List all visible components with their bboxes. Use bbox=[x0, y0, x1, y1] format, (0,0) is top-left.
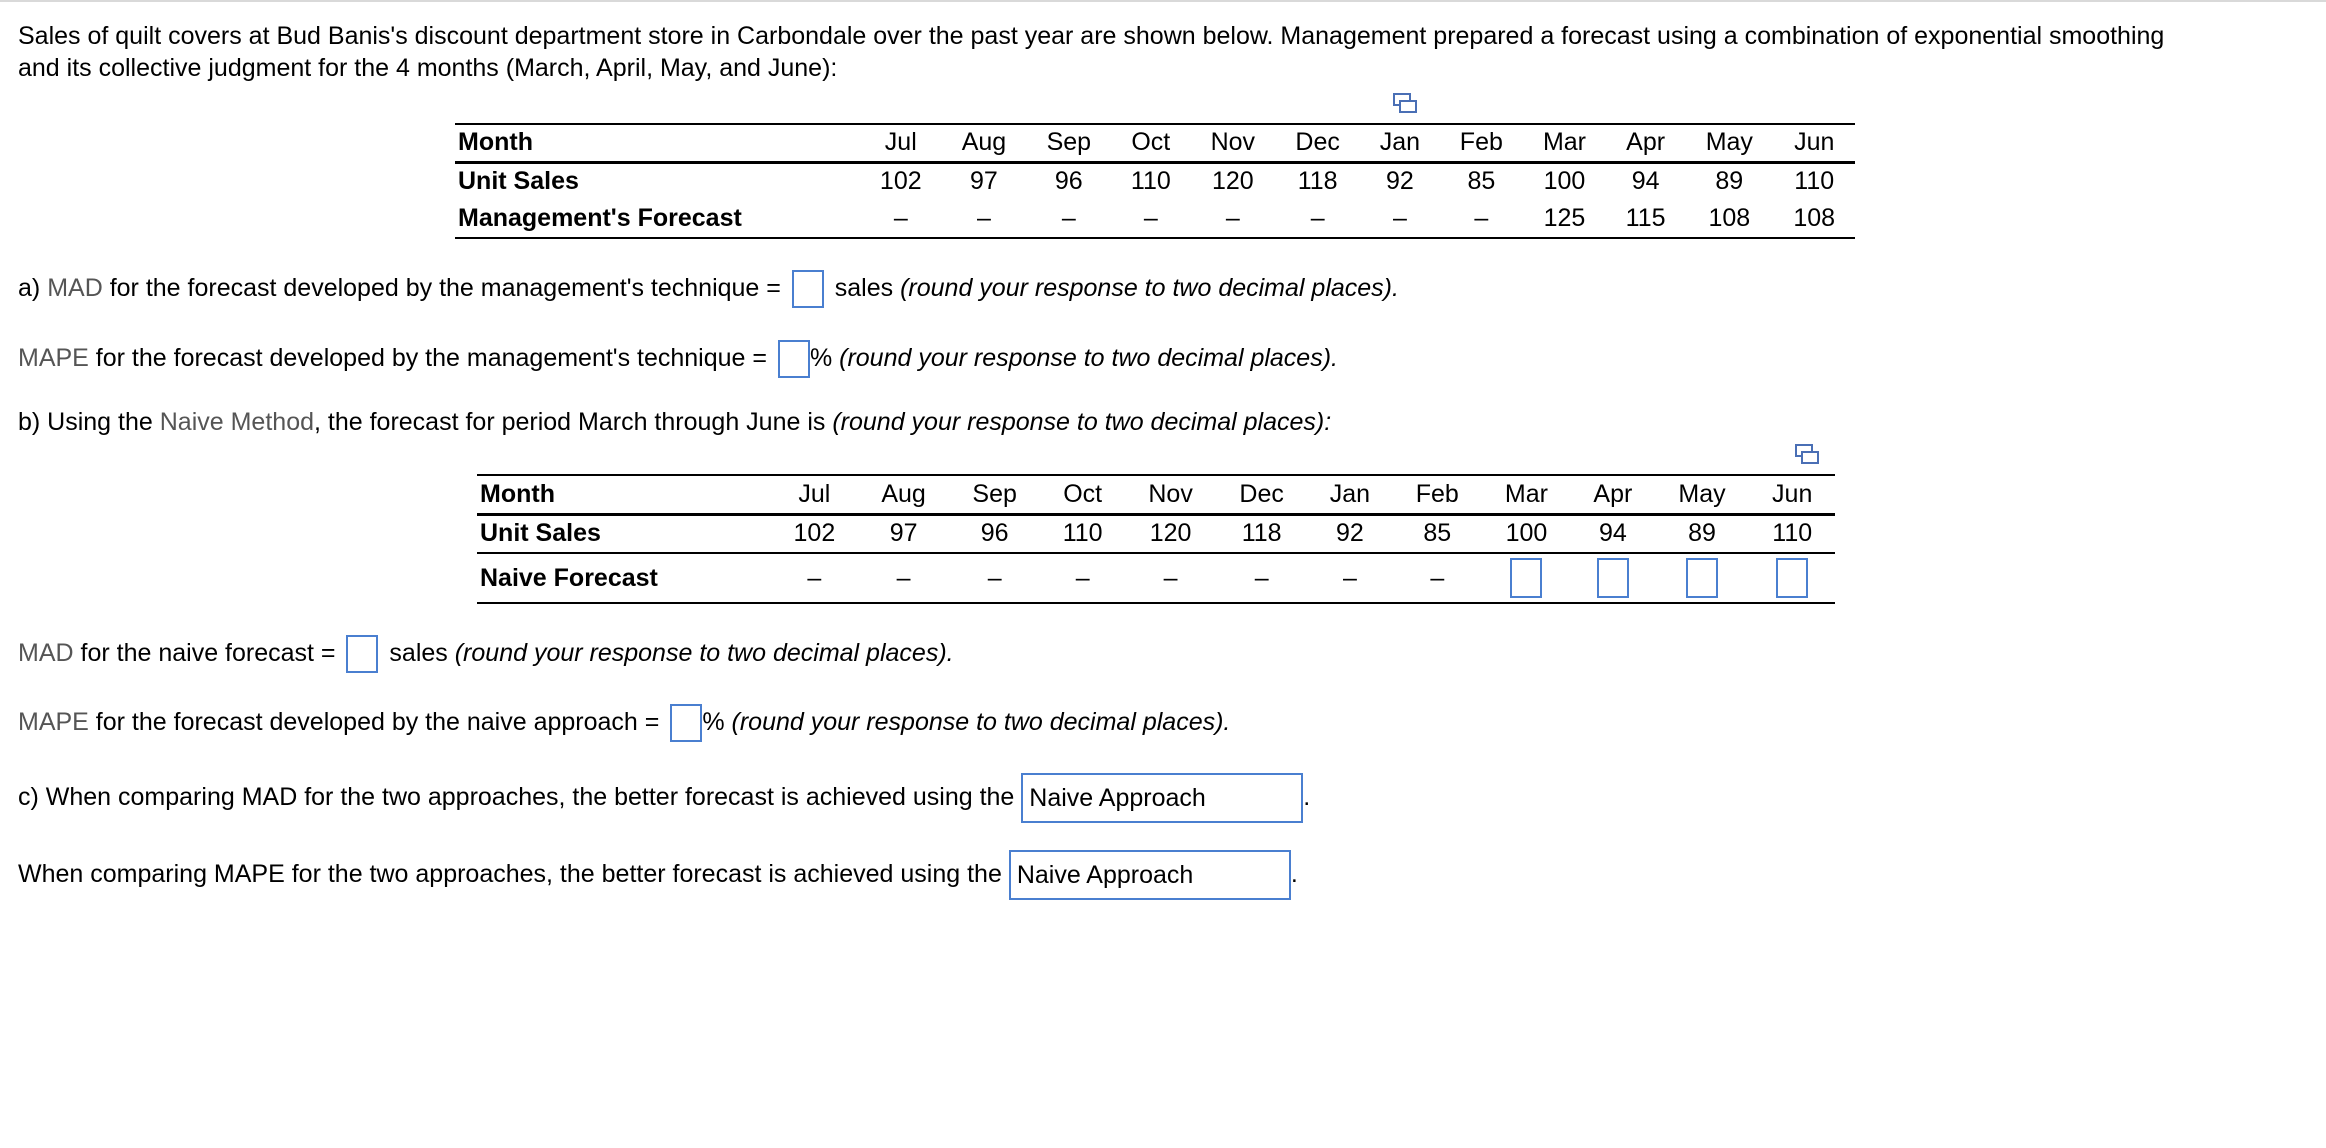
mad-naive-question bbox=[18, 633, 954, 673]
mad-comparison-select[interactable]: Naive Approach bbox=[1021, 773, 1303, 823]
table-cell: 108 bbox=[1685, 200, 1773, 238]
header-cell: May bbox=[1685, 124, 1773, 162]
mad-hint: (round your response to two decimal places). bbox=[900, 274, 1399, 302]
mad-text: for the forecast developed by the management's technique = bbox=[102, 274, 788, 302]
table-cell: 97 bbox=[970, 167, 998, 196]
mape-comparison-question bbox=[18, 848, 1298, 900]
table-cell: 118 bbox=[1297, 167, 1338, 196]
mape-hint: (round your response to two decimal places). bbox=[839, 344, 1338, 372]
header-cell: Feb bbox=[1440, 124, 1523, 162]
table-cell: – bbox=[1307, 553, 1393, 603]
table-cell: – bbox=[771, 553, 858, 603]
naive-forecast-input-may[interactable] bbox=[1686, 558, 1718, 598]
table-cell: 94 bbox=[1631, 167, 1660, 196]
table-cell: – bbox=[949, 553, 1040, 603]
mad-management-question bbox=[18, 268, 1399, 308]
header-cell: Nov bbox=[1190, 124, 1275, 162]
mad-unit: sales bbox=[827, 274, 901, 302]
table-cell: 110 bbox=[1794, 167, 1835, 196]
naive-forecast-cell bbox=[1749, 553, 1835, 603]
mad-naive-hint: (round your response to two decimal places). bbox=[454, 639, 954, 667]
table-cell: 85 bbox=[1467, 167, 1496, 196]
table-cell: – bbox=[1111, 200, 1190, 238]
table-cell: 108 bbox=[1773, 200, 1855, 238]
table-cell: 100 bbox=[1482, 514, 1571, 553]
table-cell: 92 bbox=[1386, 167, 1414, 196]
intro-line-1: Sales of quilt covers at Bud Banis's discount department store in Carbondale over the past year are shown below. Management prepared a forecast using a combination of exponential smoothing bbox=[18, 22, 2165, 50]
period: . bbox=[1290, 860, 1298, 888]
table-cell: 125 bbox=[1523, 200, 1606, 238]
header-cell: Oct bbox=[1111, 124, 1190, 162]
table-cell: 85 bbox=[1393, 514, 1482, 553]
header-cell: Feb bbox=[1393, 475, 1482, 514]
header-cell: May bbox=[1655, 475, 1750, 514]
table-cell: 110 bbox=[1040, 514, 1125, 553]
table-cell: – bbox=[1440, 200, 1523, 238]
table-cell: 110 bbox=[1749, 514, 1835, 553]
mape-naive-input[interactable] bbox=[670, 704, 702, 742]
mad-naive-unit: sales bbox=[382, 639, 455, 667]
table-cell: 89 bbox=[1715, 167, 1744, 196]
mape-text: for the forecast developed by the management's technique = bbox=[88, 344, 774, 372]
prefix-a: a) bbox=[18, 274, 48, 302]
table-cell: – bbox=[1026, 200, 1111, 238]
mape-naive-unit: % bbox=[702, 708, 732, 736]
table-cell: 100 bbox=[1543, 167, 1586, 196]
naive-forecast-cell bbox=[1571, 553, 1655, 603]
mad-link[interactable]: MAD bbox=[47, 274, 103, 302]
mape-management-input[interactable] bbox=[778, 340, 810, 378]
mape-management-question bbox=[18, 338, 1338, 378]
mad-management-input[interactable] bbox=[792, 270, 824, 308]
mape-naive-text: for the forecast developed by the naive approach = bbox=[88, 708, 667, 736]
header-cell: Jun bbox=[1749, 475, 1835, 514]
table-cell: – bbox=[1393, 553, 1482, 603]
mad-comparison-question bbox=[18, 771, 1310, 823]
header-cell: Sep bbox=[949, 475, 1040, 514]
naive-forecast-cell bbox=[1482, 553, 1571, 603]
header-cell: Sep bbox=[1026, 124, 1111, 162]
header-cell: Mar bbox=[1482, 475, 1571, 514]
header-cell: Aug bbox=[858, 475, 949, 514]
mape-naive-question bbox=[18, 702, 1230, 742]
header-cell: Mar bbox=[1523, 124, 1606, 162]
table-cell: 89 bbox=[1655, 514, 1750, 553]
table-header-row bbox=[477, 475, 1835, 514]
table-cell: 102 bbox=[879, 167, 922, 196]
naive-text: , the forecast for period March through June is bbox=[314, 408, 833, 436]
table-cell: 92 bbox=[1307, 514, 1393, 553]
header-cell: Aug bbox=[942, 124, 1027, 162]
table-cell: 96 bbox=[1054, 167, 1083, 196]
table-cell: 120 bbox=[1211, 167, 1254, 196]
table-cell: 96 bbox=[949, 514, 1040, 553]
header-cell: Jul bbox=[860, 124, 941, 162]
table-cell: 118 bbox=[1216, 514, 1307, 553]
row-label: Unit Sales bbox=[458, 167, 579, 196]
row-label: Unit Sales bbox=[477, 514, 771, 553]
header-cell: Dec bbox=[1216, 475, 1307, 514]
header-cell: Jul bbox=[771, 475, 858, 514]
table-cell: – bbox=[858, 553, 949, 603]
copy-table-icon[interactable] bbox=[1795, 444, 1819, 466]
table-cell: – bbox=[1216, 553, 1307, 603]
header-cell: Jan bbox=[1360, 124, 1440, 162]
table-row bbox=[477, 553, 1835, 603]
table-header-row bbox=[455, 124, 1855, 162]
naive-hint: (round your response to two decimal places): bbox=[832, 408, 1332, 436]
table-row bbox=[477, 514, 1835, 553]
table-cell: 102 bbox=[771, 514, 858, 553]
table-cell: – bbox=[1125, 553, 1216, 603]
table-cell: – bbox=[1360, 200, 1440, 238]
header-month: Month bbox=[477, 475, 771, 514]
mape-comparison-select[interactable]: Naive Approach bbox=[1009, 850, 1291, 900]
table-cell: 120 bbox=[1125, 514, 1216, 553]
header-cell: Dec bbox=[1275, 124, 1360, 162]
period: . bbox=[1303, 783, 1311, 811]
table-cell: – bbox=[860, 200, 941, 238]
table-row bbox=[455, 162, 1855, 200]
row-label: Naive Forecast bbox=[477, 553, 771, 603]
naive-forecast-input-jun[interactable] bbox=[1776, 558, 1808, 598]
header-cell: Jun bbox=[1773, 124, 1855, 162]
naive-forecast-cell bbox=[1655, 553, 1750, 603]
mape-unit: % bbox=[809, 344, 840, 372]
table-cell: – bbox=[1190, 200, 1275, 238]
table-row bbox=[455, 200, 1855, 238]
header-cell: Oct bbox=[1040, 475, 1125, 514]
header-cell: Apr bbox=[1606, 124, 1685, 162]
table-cell: 110 bbox=[1130, 167, 1171, 196]
prefix-b: b) Using the bbox=[18, 408, 160, 436]
mape-comparison-text: When comparing MAPE for the two approaches, the better forecast is achieved using the bbox=[18, 860, 1009, 888]
table-cell: 97 bbox=[858, 514, 949, 553]
header-cell: Apr bbox=[1571, 475, 1655, 514]
naive-method-question bbox=[18, 406, 1331, 438]
header-cell: Nov bbox=[1125, 475, 1216, 514]
table-cell: – bbox=[942, 200, 1027, 238]
mape-link[interactable]: MAPE bbox=[18, 708, 89, 736]
naive-method-link[interactable]: Naive Method bbox=[159, 408, 314, 436]
mape-naive-hint: (round your response to two decimal places). bbox=[731, 708, 1231, 736]
table-cell: – bbox=[1040, 553, 1125, 603]
mape-link[interactable]: MAPE bbox=[18, 344, 89, 372]
table-cell: – bbox=[1275, 200, 1360, 238]
sales-table bbox=[455, 123, 1855, 239]
header-cell: Jan bbox=[1307, 475, 1393, 514]
top-divider bbox=[0, 0, 2326, 2]
row-label: Management's Forecast bbox=[455, 200, 860, 238]
table-cell: 115 bbox=[1606, 200, 1685, 238]
copy-table-icon[interactable] bbox=[1393, 93, 1417, 115]
naive-forecast-input-apr[interactable] bbox=[1597, 558, 1629, 598]
table-cell: 94 bbox=[1571, 514, 1655, 553]
header-month: Month bbox=[455, 124, 860, 162]
mad-naive-input[interactable] bbox=[346, 635, 378, 673]
mad-naive-text: for the naive forecast = bbox=[73, 639, 343, 667]
mad-link[interactable]: MAD bbox=[18, 639, 74, 667]
mad-comparison-text: c) When comparing MAD for the two approaches, the better forecast is achieved using the bbox=[18, 783, 1022, 811]
intro-line-2: and its collective judgment for the 4 months (March, April, May, and June): bbox=[18, 54, 838, 82]
naive-table bbox=[477, 474, 1835, 604]
naive-forecast-input-mar[interactable] bbox=[1510, 558, 1542, 598]
